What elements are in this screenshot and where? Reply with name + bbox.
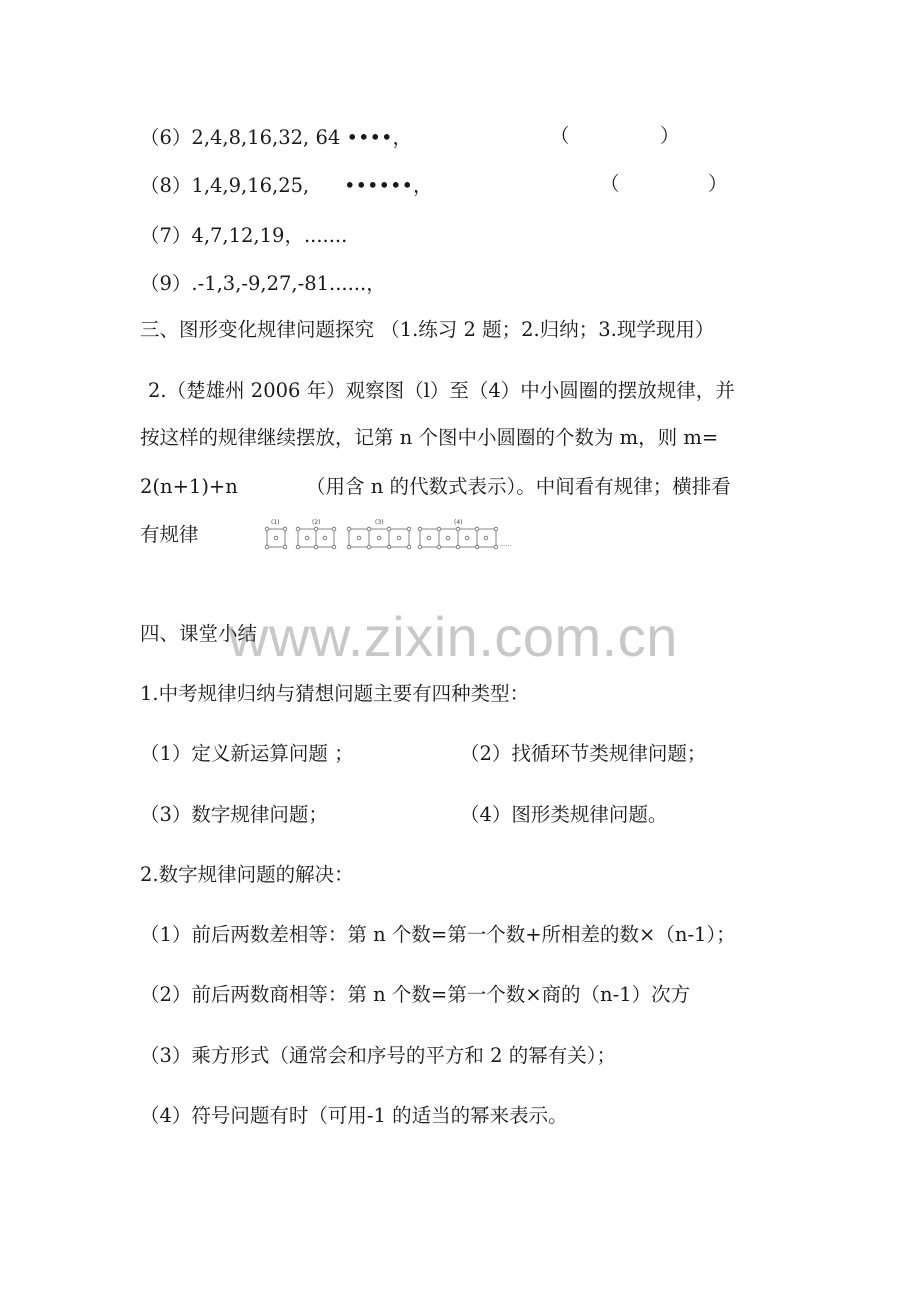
- answer-blank-6-open: （: [550, 124, 570, 147]
- figure-ellipsis: ......: [500, 541, 512, 548]
- question-line-3: （用含 n 的代数式表示）。中间看有规律；横排看: [306, 475, 731, 498]
- sequence-8: （8）1,4,9,16,25,: [140, 174, 310, 197]
- rule-1: （1）前后两数差相等：第 n 个数=第一个数+所相差的数×（n-1）；: [140, 923, 736, 946]
- question-answer: 2(n+1)+n: [140, 475, 238, 498]
- section-4-heading: 四、课堂小结: [140, 622, 258, 645]
- section-3-heading: 三、图形变化规律问题探究 （1.练习 2 题；2.归纳；3.现学现用）: [140, 318, 715, 341]
- sequence-7: （7）4,7,12,19，.......: [140, 224, 348, 247]
- circle-pattern-figure: [262, 516, 522, 556]
- question-line-2: 按这样的规律继续摆放，记第 n 个图中小圆圈的个数为 m，则 m=: [140, 426, 719, 449]
- answer-blank-6-close: ）: [660, 124, 680, 147]
- type-3: （3）数字规律问题；: [140, 803, 328, 826]
- rule-4: （4）符号问题有时（可用-1 的适当的幂来表示。: [140, 1104, 568, 1127]
- figure-label-1: (1): [271, 519, 280, 526]
- rule-3: （3）乘方形式（通常会和序号的平方和 2 的幂有关）；: [140, 1044, 616, 1067]
- question-line-1: 2.（楚雄州 2006 年）观察图（l）至（4）中小圆圈的摆放规律，并: [148, 379, 735, 402]
- answer-blank-8-close: ）: [708, 172, 728, 195]
- summary-2-title: 2.数字规律问题的解决：: [140, 863, 354, 886]
- sequence-8-dots: ••••••，: [344, 174, 433, 197]
- type-1: （1）定义新运算问题 ；: [140, 742, 354, 765]
- figure-label-3: (3): [375, 519, 384, 526]
- type-4: （4）图形类规律问题。: [460, 803, 668, 826]
- summary-1-title: 1.中考规律归纳与猜想问题主要有四种类型：: [140, 682, 530, 705]
- question-line-4: 有规律: [140, 523, 199, 546]
- figure-label-2: (2): [312, 519, 321, 526]
- sequence-9: （9）.-1,3,-9,27,-81......，: [140, 272, 386, 295]
- rule-2: （2）前后两数商相等：第 n 个数=第一个数×商的（n-1）次方: [140, 983, 691, 1006]
- sequence-6: （6）2,4,8,16,32, 64 ••••，: [140, 126, 412, 149]
- type-2: （2）找循环节类规律问题；: [460, 742, 707, 765]
- figure-label-4: (4): [454, 519, 463, 526]
- watermark: www.zixin.com.cn: [228, 605, 678, 668]
- answer-blank-8-open: （: [600, 172, 620, 195]
